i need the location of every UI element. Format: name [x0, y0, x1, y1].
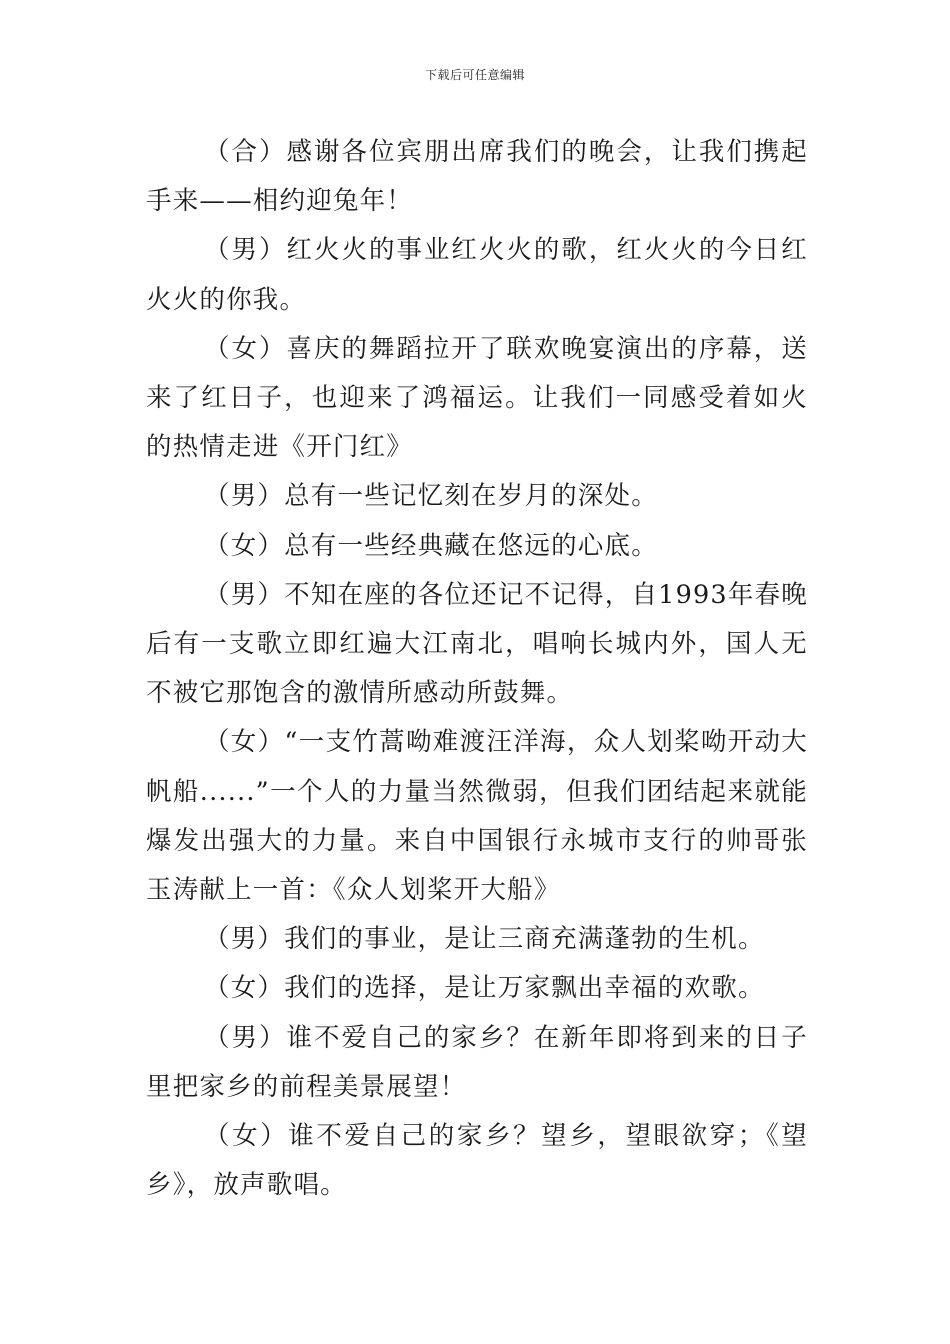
document-body — [146, 128, 808, 1210]
paragraph: （女）我们的选择，是让万家飘出幸福的欢歌。 — [204, 973, 765, 1004]
paragraph: （男）我们的事业，是让三商充满蓬勃的生机。 — [204, 924, 765, 955]
paragraph: （男）谁不爱自己的家乡？在新年即将到来的日子里把家乡的前程美景展望！ — [146, 1022, 808, 1102]
paragraph: （女）喜庆的舞蹈拉开了联欢晚宴演出的序幕，送来了红日子，也迎来了鸿福运。让我们一同感受着如火的热情走进《开门红》 — [146, 333, 808, 463]
paragraph: （女）谁不爱自己的家乡？望乡，望眼欲穿；《望乡》，放声歌唱。 — [146, 1121, 808, 1201]
paragraph: （合）感谢各位宾朋出席我们的晚会，让我们携起手来——相约迎兔年！ — [146, 137, 808, 217]
paragraph: （男）总有一些记忆刻在岁月的深处。 — [204, 481, 658, 512]
page-header-note: 下载后可任意编辑 — [424, 68, 525, 82]
paragraph: （男）红火火的事业红火火的歌，红火火的今日红火火的你我。 — [146, 235, 808, 315]
paragraph: （女）总有一些经典藏在悠远的心底。 — [204, 530, 658, 561]
paragraph: （女）“一支竹蒿呦难渡汪洋海，众人划桨呦开动大帆船......”一个人的力量当然微弱，但我们团结起来就能爆发出强大的力量。来自中国银行永城市支行的帅哥张玉涛献上一首：《众人划桨开大船》 — [146, 727, 808, 906]
paragraph: （男）不知在座的各位还记不记得，自1993年春晚后有一支歌立即红遍大江南北，唱响长城内外，国人无不被它那饱含的激情所感动所鼓舞。 — [146, 579, 808, 709]
